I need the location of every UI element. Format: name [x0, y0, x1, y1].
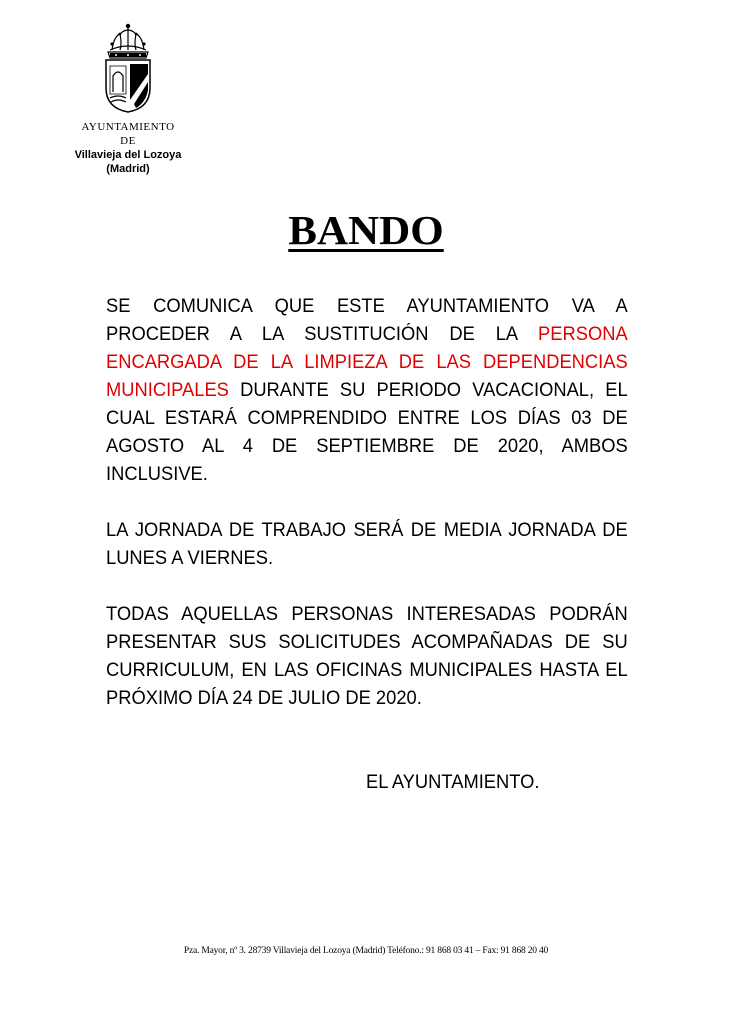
paragraph-3: TODAS AQUELLAS PERSONAS INTERESADAS PODRÁN PRESENTAR SUS SOLICITUDES ACOMPAÑADAS DE SU CURRICULUM, EN LAS OFICINAS MUNICIPALES HASTA EL PRÓXIMO DÍA 24 DE JULIO DE 2020. — [106, 603, 628, 709]
org-line-4: (Madrid) — [106, 163, 150, 175]
paragraph-1 — [106, 292, 628, 488]
signature: EL AYUNTAMIENTO. — [366, 771, 540, 793]
org-line-2: DE — [120, 135, 136, 147]
paragraph-1-highlight: PERSONA ENCARGADA DE LA LIMPIEZA DE LAS DEPENDENCIAS MUNICIPALES — [106, 323, 628, 401]
paragraph-1-end: DURANTE SU PERIODO VACACIONAL, EL CUAL ESTARÁ COMPRENDIDO ENTRE LOS DÍAS 03 DE AGOSTO AL 4 DE SEPTIEMBRE DE 2020, AMBOS INCLUSIVE. — [106, 379, 628, 485]
paragraph-1-start: SE COMUNICA QUE ESTE AYUNTAMIENTO VA A PROCEDER A LA SUSTITUCIÓN DE LA — [106, 295, 628, 345]
org-line-3: Villavieja del Lozoya — [74, 149, 182, 161]
organization-name — [58, 120, 198, 176]
org-line-1: AYUNTAMIENTO — [81, 121, 175, 133]
paragraph-2: LA JORNADA DE TRABAJO SERÁ DE MEDIA JORNADA DE LUNES A VIERNES. — [106, 519, 628, 569]
coat-of-arms-icon — [98, 22, 158, 114]
footer-address: Pza. Mayor, nº 3. 28739 Villavieja del Lozoya (Madrid) Teléfono.: 91 868 03 41 – Fax: 91 868 20 40 — [183, 946, 549, 956]
page-title: BANDO — [288, 207, 444, 253]
notice-body — [106, 292, 628, 712]
